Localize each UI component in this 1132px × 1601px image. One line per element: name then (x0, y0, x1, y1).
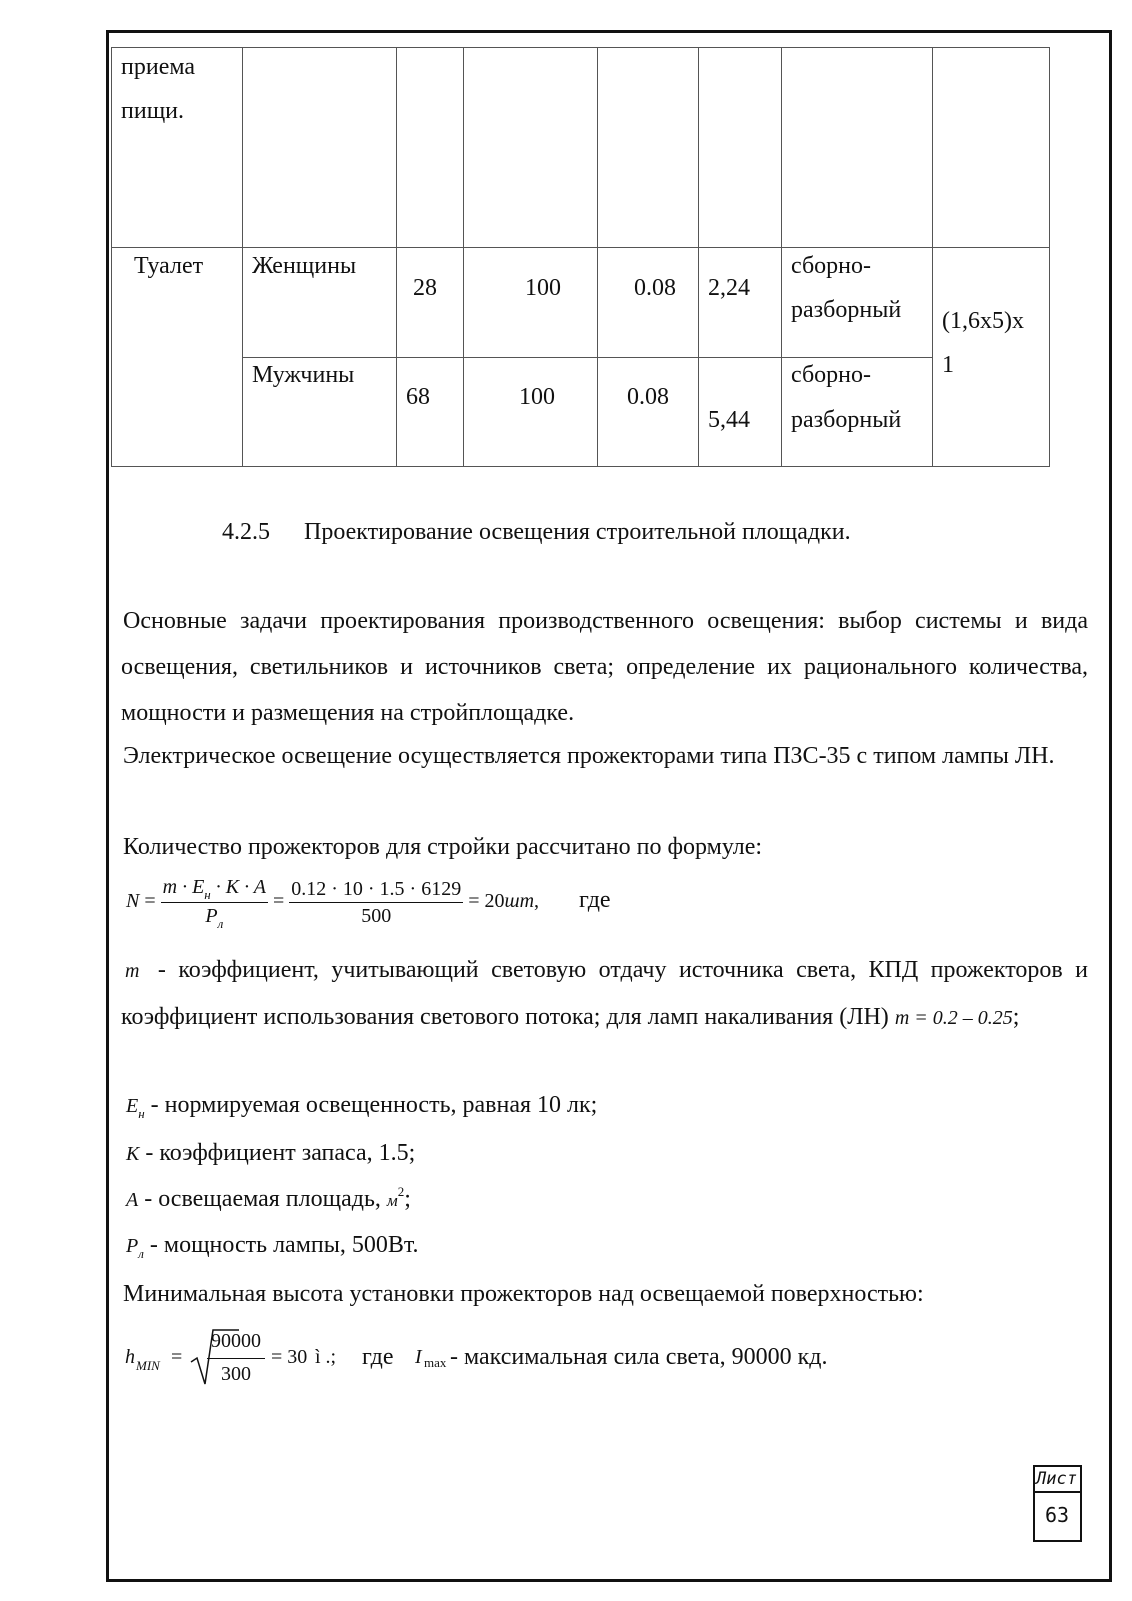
definition-K: K - коэффициент запаса, 1.5; (126, 1140, 416, 1166)
women-type-line1: сборно- (791, 253, 871, 279)
min-height-intro: Минимальная высота установки прожекторов над освещаемой поверхностью: (123, 1281, 924, 1307)
formula-symbolic-fraction: $\frac{m \cdot E_н \cdot K \cdot A}{P_л}$ (162, 876, 266, 931)
men-type-line2: разборный (791, 407, 902, 433)
paragraph-tasks: Основные задачи проектирования производственного освещения: выбор системы и вида освещения, светильников и источников света; определение их рационального количества, мощности и размещения на стройплощадке. (121, 608, 1088, 726)
row-tualet-name: Туалет (134, 253, 204, 279)
formula-values-fraction: $\frac{0.12 \cdot 10 \cdot 1.5 \cdot 6129}{500}$ (291, 878, 462, 927)
women-label: Женщины (252, 253, 357, 279)
formula-projectors: N = $\frac{m \cdot E_н \cdot K \cdot A}{P_л}$ = $\frac{0.12 \cdot 10 \cdot 1.5 \cdot 6129}{500}$ = 20шт, где (126, 876, 611, 931)
men-c2: 100 (519, 384, 555, 410)
formula-min-height: h $_{MIN}$ = 90000 300 = 30 ì .; где I max - максимальная сила света, 90000 кд. (125, 1328, 885, 1388)
men-c3: 0.08 (627, 384, 669, 410)
definition-m: m - коэффициент, учитывающий световую отдачу источника света, КПД прожекторов и коэффициент использования светового потока; для ламп накаливания (ЛН) m = 0.2 – 0.25; (121, 957, 1088, 1030)
men-c1: 68 (406, 384, 430, 410)
men-label: Мужчины (252, 362, 355, 388)
definition-E: $E_н$ - нормируемая освещенность, равная 10 лк; (126, 1092, 598, 1121)
women-c3: 0.08 (634, 275, 676, 301)
women-c1: 28 (413, 275, 437, 301)
paragraph-formula-intro: Количество прожекторов для стройки рассчитано по формуле: (123, 834, 763, 860)
formula-result: = 20 (468, 890, 505, 913)
women-c2: 100 (525, 275, 561, 301)
women-c4: 2,24 (708, 275, 750, 301)
section-number: 4.2.5 (222, 519, 270, 545)
definition-P: $P_л$ - мощность лампы, 500Вт. (126, 1232, 419, 1261)
formula-lhs: N (126, 890, 140, 913)
section-title: Проектирование освещения строительной площадки. (304, 519, 851, 545)
formula-where: где (579, 887, 611, 914)
sheet-stamp (1033, 1465, 1082, 1542)
women-type-line2: разборный (791, 297, 902, 323)
definition-A: A - освещаемая площадь, $м^2$; (126, 1184, 411, 1212)
men-type-line1: сборно- (791, 362, 871, 388)
size-line2: 1 (942, 352, 954, 378)
size-line1: (1,6х5)х (942, 308, 1024, 334)
sheet-number: 63 (1045, 1503, 1070, 1527)
formula-unit: шт (504, 890, 535, 913)
sheet-label: Лист (1036, 1469, 1077, 1489)
row-priema-name-line1: приема (121, 54, 196, 80)
row-priema-name-line2: пищи. (121, 98, 185, 124)
men-c4: 5,44 (708, 407, 750, 433)
paragraph-lighting: Электрическое освещение осуществляется прожекторами типа ПЗС-35 с типом лампы ЛН. (123, 743, 1055, 769)
